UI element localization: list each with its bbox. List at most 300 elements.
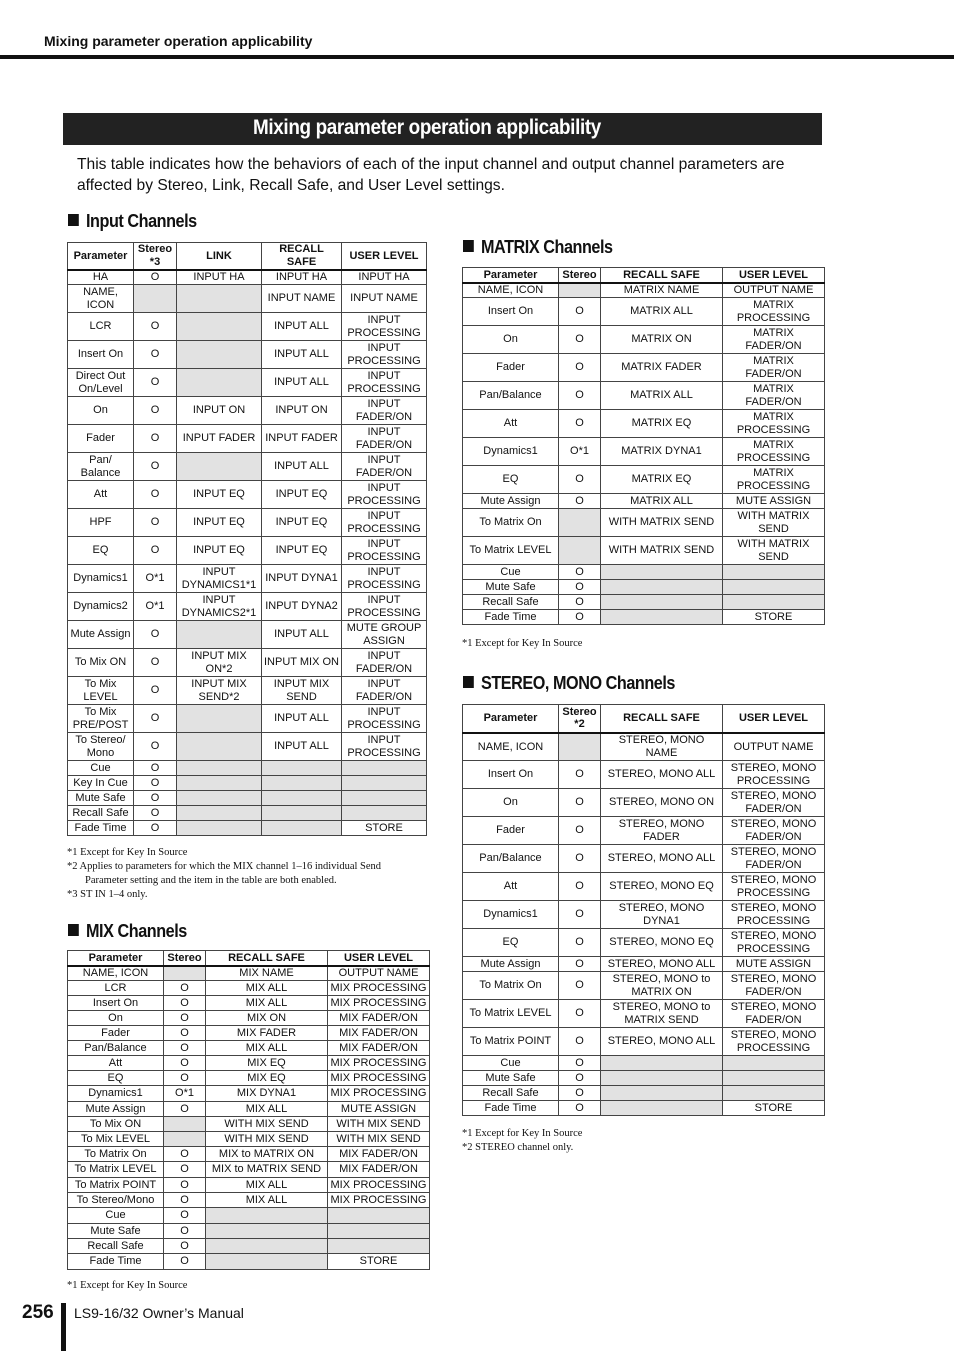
square-bullet-icon: [68, 924, 79, 936]
footnote: *2 STEREO channel only.: [462, 1142, 574, 1153]
table-cell: STEREO, MONO ALL: [601, 761, 723, 789]
mix-channels-table: [67, 950, 430, 1270]
parameter-cell: To Mix LEVEL: [68, 677, 134, 705]
table-cell: [134, 285, 177, 313]
table-cell: INPUT ALL: [262, 621, 342, 649]
table-cell: INPUT EQ: [177, 537, 262, 565]
mix-footnotes: [67, 1279, 187, 1293]
table-row: [68, 776, 427, 791]
parameter-cell: Direct Out On/Level: [68, 369, 134, 397]
parameter-cell: Insert On: [68, 341, 134, 369]
table-cell: MIX ALL: [206, 1178, 328, 1193]
table-cell: [177, 806, 262, 821]
table-cell: O: [559, 610, 601, 625]
table-cell: [206, 1254, 328, 1270]
table-cell: MIX DYNA1: [206, 1086, 328, 1102]
table-cell: O: [559, 1086, 601, 1101]
table-cell: MIX PROCESSING: [328, 996, 430, 1011]
table-cell: [262, 821, 342, 836]
table-cell: INPUT HA: [177, 270, 262, 285]
table-cell: MATRIX PROCESSING: [723, 438, 825, 466]
parameter-cell: Fade Time: [463, 1101, 559, 1116]
table-row: [68, 1102, 430, 1117]
table-cell: O: [559, 466, 601, 494]
table-cell: O: [134, 705, 177, 733]
manual-title: LS9-16/32 Owner’s Manual: [74, 1305, 244, 1321]
table-cell: INPUT DYNAMICS2*1: [177, 593, 262, 621]
table-cell: [177, 369, 262, 397]
table-cell: MATRIX FADER/ON: [723, 354, 825, 382]
table-cell: STORE: [328, 1254, 430, 1270]
square-bullet-icon: [68, 214, 79, 226]
col-header-parameter: Parameter: [463, 268, 559, 283]
table-cell: MIX FADER/ON: [328, 1011, 430, 1026]
table-row: [463, 298, 825, 326]
table-cell: O: [559, 789, 601, 817]
table-cell: STEREO, MONO to MATRIX SEND: [601, 1000, 723, 1028]
table-row: [68, 537, 427, 565]
table-cell: O: [559, 1056, 601, 1071]
table-cell: O: [134, 453, 177, 481]
table-cell: STEREO, MONO ALL: [601, 957, 723, 972]
table-cell: O: [164, 1162, 206, 1178]
col-header-stereo: Stereo *3: [134, 243, 177, 270]
table-cell: MATRIX ON: [601, 326, 723, 354]
parameter-cell: Cue: [68, 1208, 164, 1224]
table-row: [68, 313, 427, 341]
parameter-cell: Dynamics2: [68, 593, 134, 621]
intro-text: This table indicates how the behaviors of each of the input channel and output channel parameters are affected by Stereo, Link, Recall Safe, and User Level settings.: [77, 156, 785, 194]
col-header-recall-safe: RECALL SAFE: [206, 951, 328, 966]
parameter-cell: On: [463, 326, 559, 354]
table-cell: INPUT DYNAMICS1*1: [177, 565, 262, 593]
table-cell: INPUT PROCESSING: [342, 341, 427, 369]
running-header: Mixing parameter operation applicability: [44, 33, 313, 49]
table-cell: INPUT ON: [262, 397, 342, 425]
table-row: [463, 789, 825, 817]
table-cell: O: [164, 1026, 206, 1041]
table-row: [68, 481, 427, 509]
table-cell: INPUT PROCESSING: [342, 537, 427, 565]
table-cell: WITH MIX SEND: [206, 1117, 328, 1132]
table-cell: O: [164, 1224, 206, 1239]
table-cell: [559, 733, 601, 761]
table-cell: O: [559, 957, 601, 972]
parameter-cell: To Stereo/ Mono: [68, 733, 134, 761]
table-cell: STEREO, MONO FADER/ON: [723, 1000, 825, 1028]
col-header-parameter: Parameter: [68, 243, 134, 270]
footnote: *2 Applies to parameters for which the MIX channel 1–16 individual Send: [67, 861, 382, 872]
table-cell: INPUT ON: [177, 397, 262, 425]
table-cell: [601, 565, 723, 580]
table-cell: MIX PROCESSING: [328, 1056, 430, 1071]
table-cell: MATRIX FADER/ON: [723, 382, 825, 410]
table-cell: STEREO, MONO FADER/ON: [723, 789, 825, 817]
table-cell: STORE: [723, 1101, 825, 1116]
stereo-mono-channels-table: [462, 704, 825, 1116]
table-cell: [723, 565, 825, 580]
parameter-cell: EQ: [68, 537, 134, 565]
table-row: [68, 966, 430, 981]
table-cell: STEREO, MONO EQ: [601, 929, 723, 957]
parameter-cell: Att: [463, 410, 559, 438]
table-cell: O: [559, 580, 601, 595]
table-cell: INPUT ALL: [262, 313, 342, 341]
table-cell: [328, 1239, 430, 1254]
parameter-cell: LCR: [68, 981, 164, 996]
table-cell: O: [134, 537, 177, 565]
table-cell: INPUT FADER/ON: [342, 397, 427, 425]
table-row: [68, 1086, 430, 1102]
section-label: STEREO, MONO Channels: [481, 673, 675, 693]
parameter-cell: Fader: [68, 425, 134, 453]
table-cell: MIX FADER/ON: [328, 1041, 430, 1056]
table-row: [68, 806, 427, 821]
table-cell: INPUT MIX ON*2: [177, 649, 262, 677]
table-cell: STEREO, MONO PROCESSING: [723, 761, 825, 789]
table-row: [463, 595, 825, 610]
parameter-cell: Mute Safe: [463, 1071, 559, 1086]
title-banner: [63, 113, 822, 145]
parameter-cell: Mute Assign: [68, 621, 134, 649]
table-cell: O: [164, 1254, 206, 1270]
table-row: [463, 410, 825, 438]
table-cell: [164, 1132, 206, 1147]
parameter-cell: Insert On: [463, 298, 559, 326]
table-cell: [177, 776, 262, 791]
table-row: [68, 621, 427, 649]
table-cell: [723, 1071, 825, 1086]
table-row: [68, 1132, 430, 1147]
table-cell: [601, 1071, 723, 1086]
table-cell: [177, 821, 262, 836]
table-cell: [328, 1224, 430, 1239]
table-cell: STEREO, MONO PROCESSING: [723, 929, 825, 957]
parameter-cell: Mute Safe: [463, 580, 559, 595]
table-cell: O*1: [164, 1086, 206, 1102]
parameter-cell: Mute Safe: [68, 791, 134, 806]
table-row: [463, 1086, 825, 1101]
table-cell: O: [559, 595, 601, 610]
table-cell: MIX EQ: [206, 1071, 328, 1086]
table-cell: INPUT HA: [262, 270, 342, 285]
table-cell: MIX PROCESSING: [328, 1178, 430, 1193]
parameter-cell: Recall Safe: [463, 595, 559, 610]
table-cell: STORE: [723, 610, 825, 625]
table-cell: O: [134, 776, 177, 791]
table-row: [68, 369, 427, 397]
col-header-user-level: USER LEVEL: [723, 268, 825, 283]
table-row: [68, 1208, 430, 1224]
table-row: [463, 972, 825, 1000]
table-cell: [723, 1086, 825, 1101]
table-cell: O: [164, 1056, 206, 1071]
col-header-link: LINK: [177, 243, 262, 270]
table-cell: [177, 453, 262, 481]
table-cell: INPUT PROCESSING: [342, 313, 427, 341]
table-row: [463, 817, 825, 845]
parameter-cell: Pan/Balance: [463, 845, 559, 873]
table-cell: MUTE ASSIGN: [328, 1102, 430, 1117]
table-cell: [177, 705, 262, 733]
table-cell: O: [559, 972, 601, 1000]
col-header-stereo: Stereo: [164, 951, 206, 966]
table-cell: INPUT PROCESSING: [342, 565, 427, 593]
footnote: *3 ST IN 1–4 only.: [67, 889, 148, 900]
table-cell: INPUT ALL: [262, 453, 342, 481]
table-cell: MIX FADER/ON: [328, 1147, 430, 1162]
footnote: *1 Except for Key In Source: [67, 1280, 188, 1291]
table-cell: INPUT EQ: [262, 537, 342, 565]
table-cell: [559, 537, 601, 565]
table-cell: STEREO, MONO DYNA1: [601, 901, 723, 929]
table-cell: O: [164, 1178, 206, 1193]
table-cell: STEREO, MONO FADER/ON: [723, 817, 825, 845]
table-cell: O: [559, 1101, 601, 1116]
table-row: [68, 453, 427, 481]
table-cell: O: [559, 761, 601, 789]
section-label: MATRIX Channels: [481, 237, 613, 257]
col-header-user-level: USER LEVEL: [723, 705, 825, 733]
parameter-cell: HPF: [68, 509, 134, 537]
table-cell: [262, 776, 342, 791]
parameter-cell: Fade Time: [68, 1254, 164, 1270]
table-row: [463, 1028, 825, 1056]
parameter-cell: Recall Safe: [68, 1239, 164, 1254]
table-cell: WITH MIX SEND: [328, 1117, 430, 1132]
parameter-cell: Fader: [463, 817, 559, 845]
stereo-mono-channels-heading: [463, 673, 675, 694]
page-title: Mixing parameter operation applicability: [253, 116, 601, 139]
table-row: [68, 270, 427, 285]
table-cell: O: [164, 1208, 206, 1224]
table-cell: O: [134, 313, 177, 341]
table-row: [68, 425, 427, 453]
header-row: [68, 951, 430, 966]
table-cell: INPUT MIX ON: [262, 649, 342, 677]
table-cell: INPUT FADER: [177, 425, 262, 453]
table-row: [68, 705, 427, 733]
table-cell: INPUT MIX SEND: [262, 677, 342, 705]
table-cell: O: [164, 1041, 206, 1056]
table-cell: O: [164, 996, 206, 1011]
page-number: 256: [22, 1302, 54, 1323]
parameter-cell: Insert On: [463, 761, 559, 789]
table-cell: INPUT PROCESSING: [342, 481, 427, 509]
parameter-cell: Cue: [463, 565, 559, 580]
table-cell: [559, 283, 601, 298]
table-cell: [601, 1056, 723, 1071]
header-row: [463, 268, 825, 283]
matrix-footnotes: [462, 637, 582, 651]
table-cell: WITH MATRIX SEND: [723, 509, 825, 537]
parameter-cell: To Mix ON: [68, 1117, 164, 1132]
table-cell: INPUT FADER/ON: [342, 649, 427, 677]
table-cell: O: [164, 981, 206, 996]
table-cell: MIX ALL: [206, 996, 328, 1011]
table-cell: MATRIX PROCESSING: [723, 410, 825, 438]
table-cell: MIX PROCESSING: [328, 981, 430, 996]
table-cell: INPUT NAME: [262, 285, 342, 313]
table-row: [68, 1041, 430, 1056]
table-cell: INPUT HA: [342, 270, 427, 285]
col-header-recall-safe: RECALL SAFE: [262, 243, 342, 270]
table-cell: O: [164, 1102, 206, 1117]
table-cell: O: [134, 425, 177, 453]
table-cell: O: [559, 1071, 601, 1086]
square-bullet-icon: [463, 240, 474, 252]
table-cell: O: [164, 1239, 206, 1254]
table-cell: INPUT PROCESSING: [342, 733, 427, 761]
parameter-cell: NAME, ICON: [68, 285, 134, 313]
table-row: [68, 1193, 430, 1208]
table-cell: O: [559, 845, 601, 873]
table-cell: WITH MATRIX SEND: [723, 537, 825, 565]
footnote: *1 Except for Key In Source: [67, 847, 188, 858]
table-row: [68, 1026, 430, 1041]
table-cell: INPUT PROCESSING: [342, 705, 427, 733]
table-cell: STEREO, MONO EQ: [601, 873, 723, 901]
table-cell: O: [559, 494, 601, 509]
parameter-cell: Mute Assign: [463, 957, 559, 972]
matrix-channels-heading: [463, 237, 613, 258]
col-header-stereo: Stereo *2: [559, 705, 601, 733]
parameter-cell: NAME, ICON: [68, 966, 164, 981]
table-row: [68, 1162, 430, 1178]
table-row: [68, 397, 427, 425]
table-cell: O: [164, 1011, 206, 1026]
table-cell: O: [164, 1193, 206, 1208]
parameter-cell: Cue: [68, 761, 134, 776]
table-cell: [164, 1117, 206, 1132]
table-cell: WITH MIX SEND: [206, 1132, 328, 1147]
parameter-cell: To Matrix POINT: [463, 1028, 559, 1056]
footnote: *1 Except for Key In Source: [462, 638, 583, 649]
parameter-cell: Dynamics1: [463, 438, 559, 466]
table-cell: [723, 1056, 825, 1071]
table-cell: O: [559, 873, 601, 901]
parameter-cell: Recall Safe: [463, 1086, 559, 1101]
table-row: [463, 610, 825, 625]
table-cell: [177, 285, 262, 313]
table-cell: MIX FADER: [206, 1026, 328, 1041]
parameter-cell: EQ: [68, 1071, 164, 1086]
table-cell: MATRIX PROCESSING: [723, 466, 825, 494]
table-row: [463, 283, 825, 298]
table-cell: OUTPUT NAME: [723, 283, 825, 298]
table-cell: O: [559, 565, 601, 580]
table-cell: MIX NAME: [206, 966, 328, 981]
table-cell: O: [559, 410, 601, 438]
table-row: [463, 929, 825, 957]
table-cell: MUTE GROUP ASSIGN: [342, 621, 427, 649]
table-cell: MATRIX ALL: [601, 382, 723, 410]
parameter-cell: To Mix LEVEL: [68, 1132, 164, 1147]
col-header-parameter: Parameter: [68, 951, 164, 966]
table-cell: MIX PROCESSING: [328, 1086, 430, 1102]
parameter-cell: On: [463, 789, 559, 817]
table-cell: STORE: [342, 821, 427, 836]
table-cell: MIX to MATRIX SEND: [206, 1162, 328, 1178]
table-row: [68, 1056, 430, 1071]
parameter-cell: Pan/Balance: [68, 1041, 164, 1056]
table-row: [463, 1056, 825, 1071]
table-cell: INPUT ALL: [262, 705, 342, 733]
table-row: [463, 565, 825, 580]
table-cell: MIX PROCESSING: [328, 1193, 430, 1208]
table-cell: WITH MIX SEND: [328, 1132, 430, 1147]
table-row: [68, 821, 427, 836]
table-cell: [206, 1208, 328, 1224]
table-cell: STEREO, MONO FADER/ON: [723, 972, 825, 1000]
parameter-cell: To Mix PRE/POST: [68, 705, 134, 733]
parameter-cell: Mute Safe: [68, 1224, 164, 1239]
table-cell: [342, 776, 427, 791]
table-cell: [177, 621, 262, 649]
table-cell: MATRIX FADER/ON: [723, 326, 825, 354]
table-cell: [177, 341, 262, 369]
table-cell: O: [559, 382, 601, 410]
header-row: [463, 705, 825, 733]
table-cell: STEREO, MONO PROCESSING: [723, 1028, 825, 1056]
table-cell: INPUT EQ: [262, 481, 342, 509]
table-cell: MATRIX EQ: [601, 466, 723, 494]
table-cell: STEREO, MONO ALL: [601, 845, 723, 873]
parameter-cell: To Mix ON: [68, 649, 134, 677]
table-cell: O: [134, 270, 177, 285]
table-cell: [262, 806, 342, 821]
parameter-cell: To Stereo/Mono: [68, 1193, 164, 1208]
table-row: [68, 1117, 430, 1132]
table-cell: O: [559, 326, 601, 354]
table-cell: STEREO, MONO FADER/ON: [723, 845, 825, 873]
table-cell: STEREO, MONO to MATRIX ON: [601, 972, 723, 1000]
table-cell: MATRIX ALL: [601, 298, 723, 326]
table-cell: MIX FADER/ON: [328, 1162, 430, 1178]
table-row: [68, 1178, 430, 1193]
section-label: Input Channels: [86, 211, 197, 231]
table-row: [463, 845, 825, 873]
table-cell: [559, 509, 601, 537]
table-cell: [177, 313, 262, 341]
table-cell: INPUT EQ: [177, 509, 262, 537]
parameter-cell: Fader: [68, 1026, 164, 1041]
parameter-cell: Insert On: [68, 996, 164, 1011]
input-channels-table: [67, 242, 427, 836]
table-cell: O: [559, 298, 601, 326]
table-cell: INPUT FADER: [262, 425, 342, 453]
table-cell: INPUT NAME: [342, 285, 427, 313]
table-cell: O: [559, 929, 601, 957]
table-cell: [328, 1208, 430, 1224]
table-cell: O*1: [134, 593, 177, 621]
table-cell: MUTE ASSIGN: [723, 957, 825, 972]
table-cell: INPUT PROCESSING: [342, 369, 427, 397]
table-row: [463, 733, 825, 761]
table-cell: MIX ALL: [206, 1041, 328, 1056]
table-cell: INPUT MIX SEND*2: [177, 677, 262, 705]
parameter-cell: Mute Assign: [68, 1102, 164, 1117]
table-row: [68, 509, 427, 537]
table-cell: O: [134, 397, 177, 425]
table-row: [68, 761, 427, 776]
col-header-recall-safe: RECALL SAFE: [601, 268, 723, 283]
table-row: [463, 509, 825, 537]
table-cell: INPUT EQ: [177, 481, 262, 509]
table-cell: O: [134, 621, 177, 649]
table-cell: O: [134, 649, 177, 677]
table-row: [463, 957, 825, 972]
